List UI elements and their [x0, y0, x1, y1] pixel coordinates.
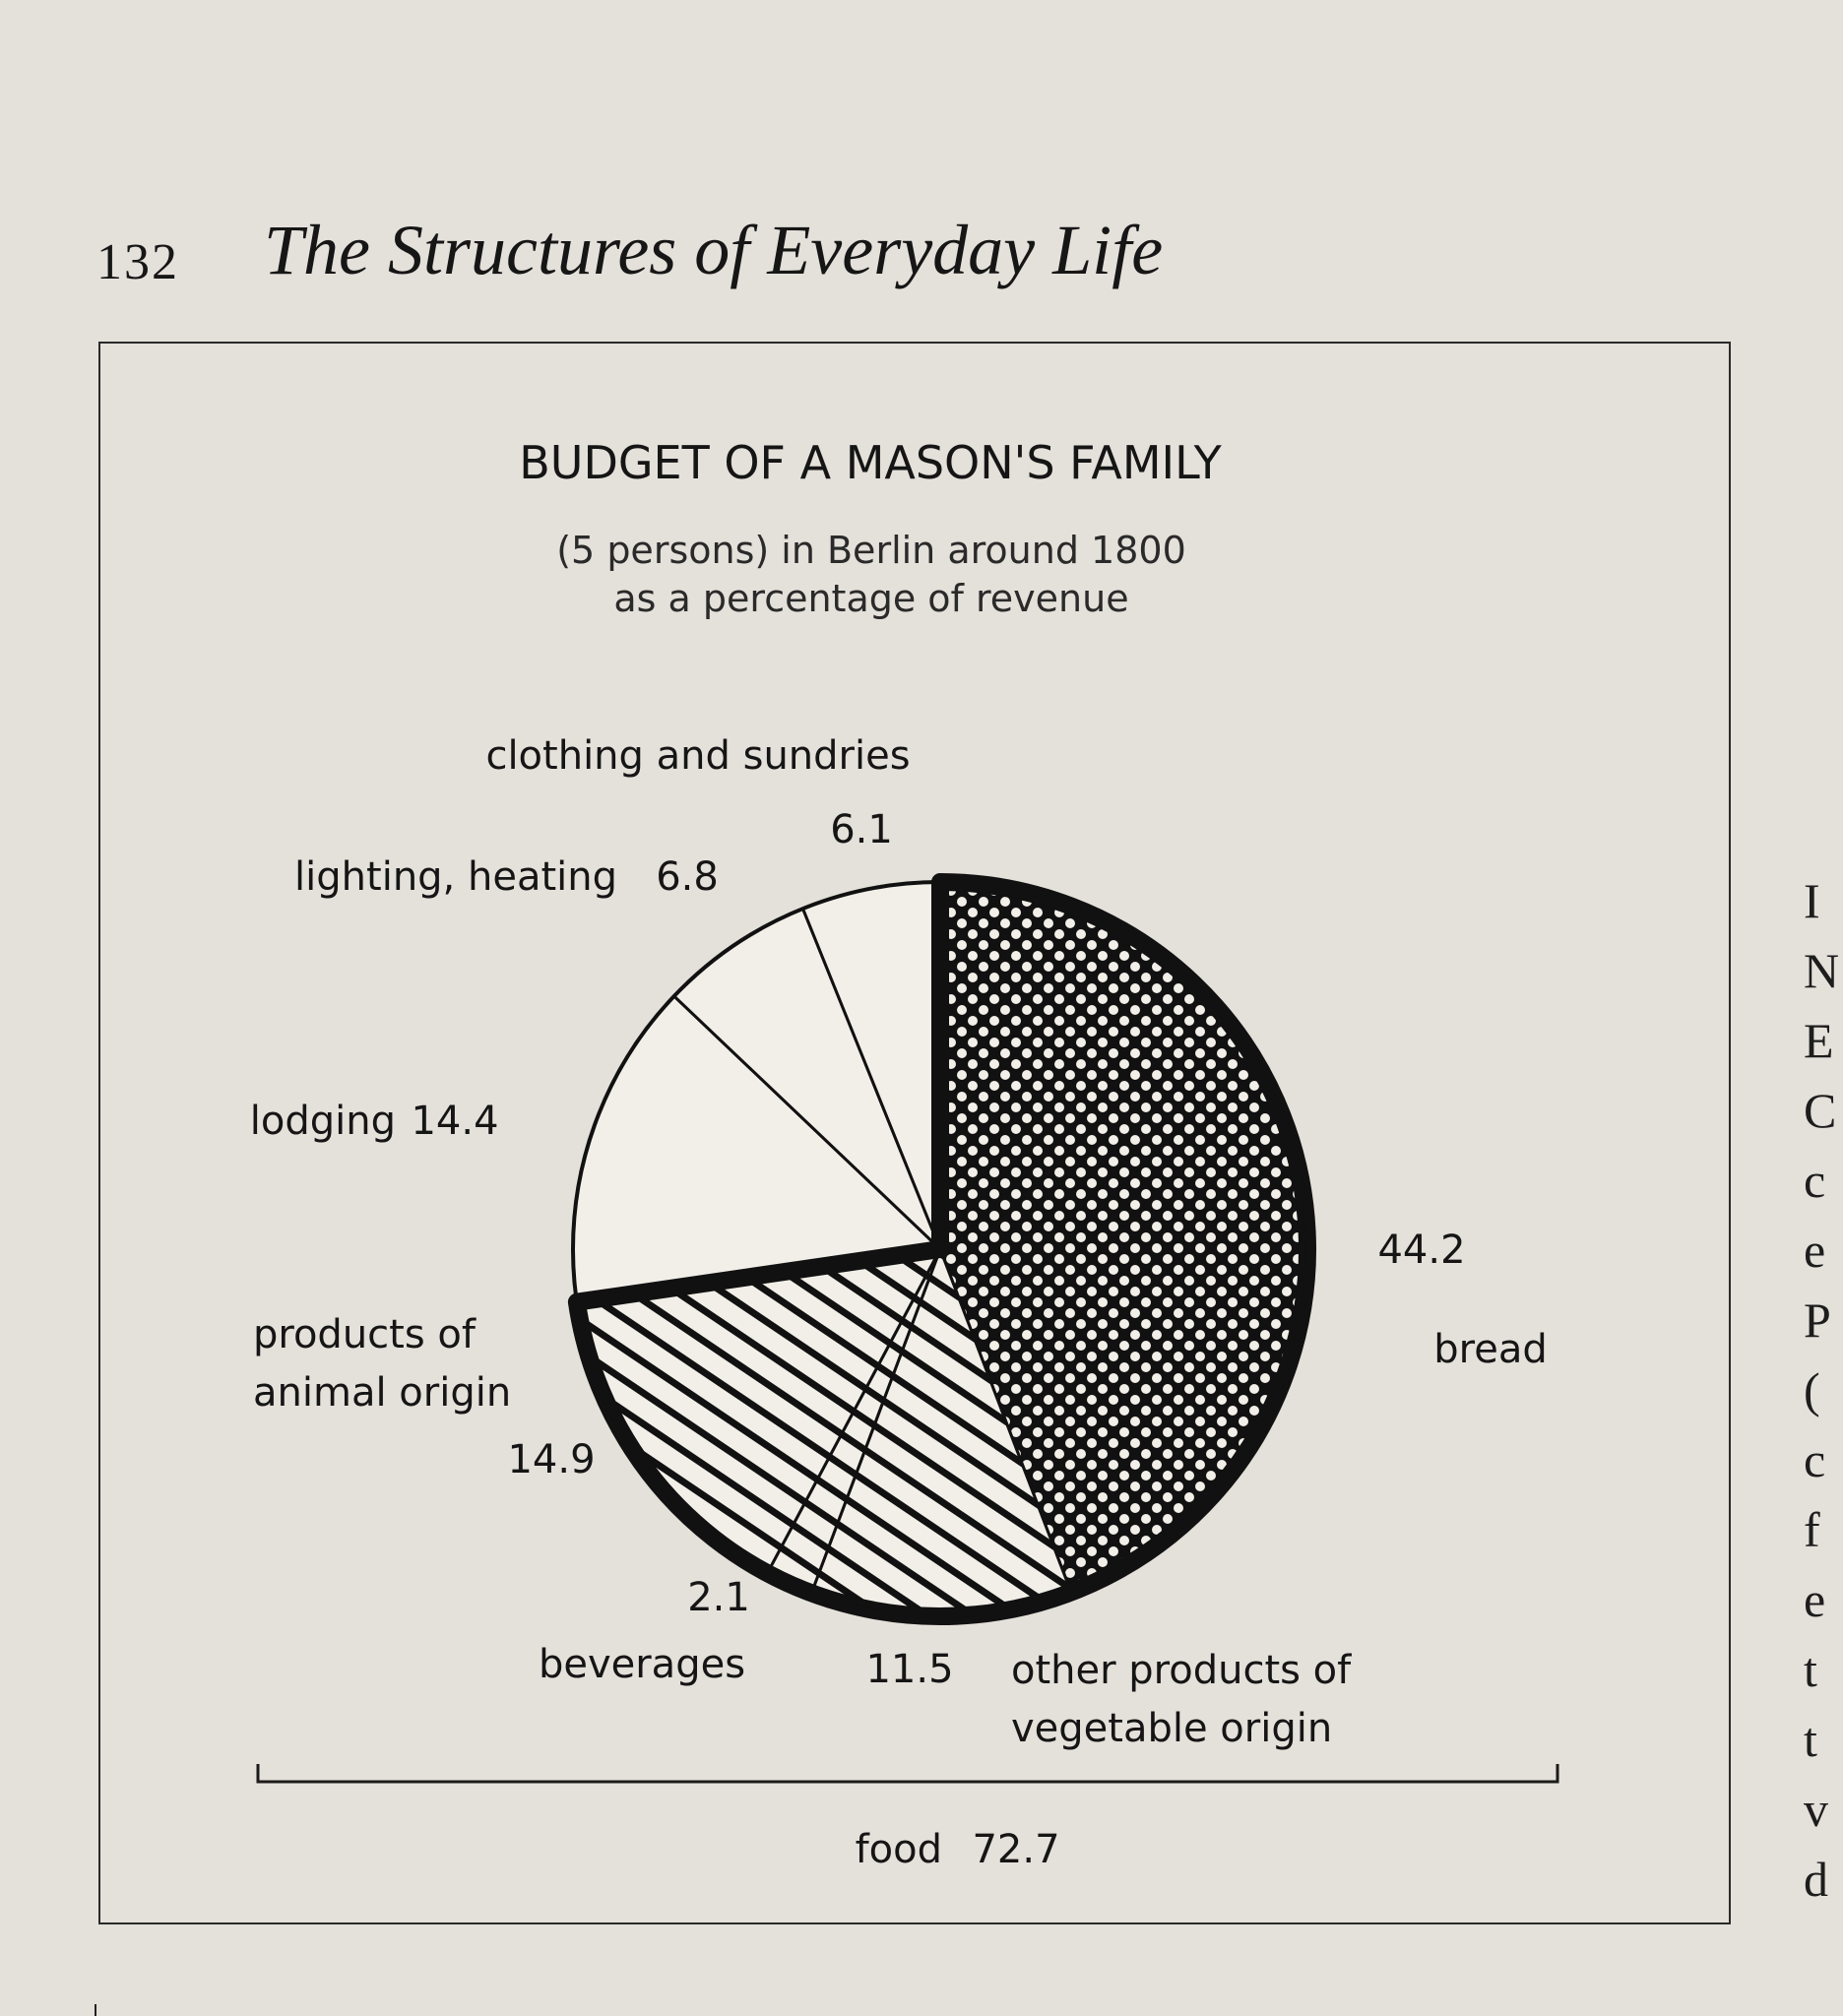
chart-subtitle-line-2: as a percentage of revenue: [613, 577, 1129, 620]
pie-chart: [100, 344, 1729, 1922]
slice-label-other-products-of-vegetable-origin: other products of: [1011, 1648, 1352, 1693]
margin-letter: (: [1804, 1362, 1820, 1418]
slice-value-clothing-and-sundries: 6.1: [830, 807, 893, 852]
margin-letter: C: [1804, 1083, 1837, 1138]
margin-letter: e: [1804, 1572, 1826, 1627]
chart-subtitle-line-1: (5 persons) in Berlin around 1800: [556, 529, 1186, 572]
margin-letter: E: [1804, 1013, 1834, 1068]
slice-value-beverages: 2.1: [687, 1575, 750, 1620]
slice-value-lodging: 14.4: [411, 1099, 499, 1144]
pie-slices: [573, 882, 1307, 1616]
slice-value-lighting-heating: 6.8: [656, 854, 719, 900]
margin-letter: t: [1804, 1642, 1817, 1697]
margin-letter: N: [1804, 943, 1840, 998]
margin-letter: d: [1804, 1852, 1828, 1907]
margin-letter: v: [1804, 1782, 1828, 1837]
margin-letter: t: [1804, 1712, 1817, 1767]
slice-label-other-products-of-vegetable-origin: vegetable origin: [1011, 1706, 1333, 1751]
food-group-label: food: [855, 1827, 942, 1872]
slice-label-products-of-animal-origin: products of: [253, 1312, 476, 1357]
slice-value-bread: 44.2: [1377, 1228, 1466, 1273]
page-edge-rule: [95, 2004, 96, 2016]
chart-title: BUDGET OF A MASON'S FAMILY: [519, 436, 1222, 489]
margin-letter: e: [1804, 1223, 1826, 1278]
slice-value-products-of-animal-origin: 14.9: [507, 1437, 596, 1482]
slice-label-lodging: lodging: [249, 1099, 396, 1144]
slice-label-clothing-and-sundries: clothing and sundries: [485, 733, 911, 779]
adjacent-page-margin: [1804, 866, 1843, 1915]
food-group-value: 72.7: [972, 1827, 1060, 1872]
margin-letter: P: [1804, 1292, 1831, 1348]
figure-frame: [98, 342, 1731, 1924]
food-bracket: [258, 1764, 1557, 1782]
margin-letter: c: [1804, 1153, 1826, 1208]
slice-label-lighting-heating: lighting, heating: [294, 854, 617, 900]
margin-letter: f: [1804, 1502, 1820, 1557]
margin-letter: I: [1804, 873, 1820, 928]
slice-value-other-products-of-vegetable-origin: 11.5: [865, 1647, 954, 1692]
page-number: 132: [96, 234, 179, 290]
margin-letter: c: [1804, 1432, 1826, 1487]
book-title: The Structures of Everyday Life: [264, 211, 1164, 289]
slice-label-bread: bread: [1433, 1327, 1548, 1372]
slice-label-beverages: beverages: [538, 1642, 746, 1687]
slice-label-products-of-animal-origin: animal origin: [253, 1370, 512, 1416]
